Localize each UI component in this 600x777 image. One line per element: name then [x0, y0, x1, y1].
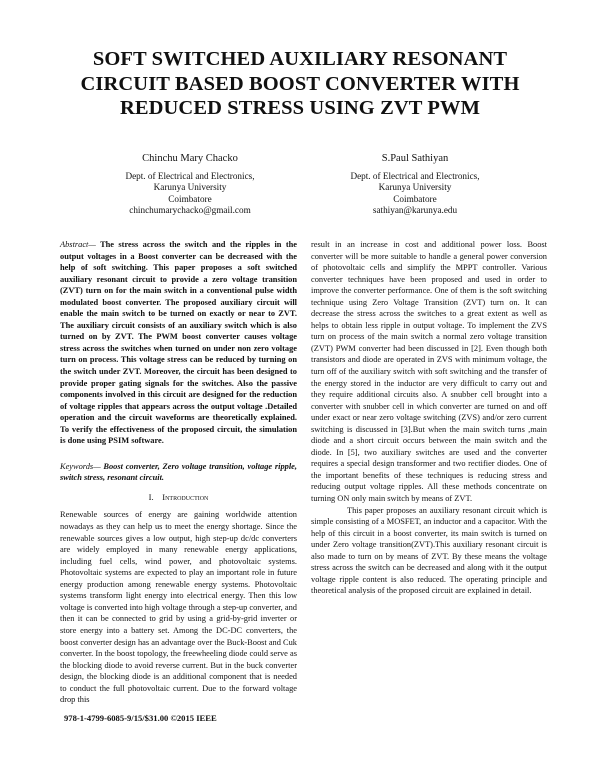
- body-paragraph: This paper proposes an auxiliary resonant circuit which is simple consisting of a MOSFET, an inductor and a capacitor. With the help of this circuit in a boost converter, its main switch is turned on under Zero voltage transition(ZVT).This auxiliary resonant circuit is also made to turn on by means of ZVT. By these means the voltage stress across the switch can be decreased and along with it the output voltage ripple content is also reduced. The operating principle and theoretical analysis of the proposed circuit are explained in detail.: [311, 505, 547, 596]
- section-number: I.: [148, 491, 154, 502]
- body-paragraph: result in an increase in cost and additional power loss. Boost converter will be more suitable to handle a general power conversion of photovoltaic cells and simplify the MPPT controller. Various converter techniques have been proposed and used in order to improve the converter performance. One of them is the soft switching technique using Zero Voltage Transition (ZVT) turn on. It can decrease the stress across the switches to a great extent as well as helps to obtain less ripple in output voltage. To implement the ZVS turn on process of the main switch a normal zero voltage transition (ZVT) PWM converter had been discussed in [2]. Even though both transistors and diode are operated in ZVS with minimum voltage, the turn off of the auxiliary switch with soft switching and the transfer of the energy stored in the inductor are very difficult to carry out and they require additional circuits also. A snubber cell brought into a converter with snubber cell in which converter are turned on and off under exact or near zero voltage switching (ZVS) and/or zero current switching is discussed in [3].But when the main switch turns ,main diode and a short circuit occurs between the main switch and the diode. In [5], two auxiliary switches are used and the converter requires a special design transformer and two rectifier diodes. One of the important benefits of these techniques is reducing stress and reducing output voltage ripples. All these methods concentrate on turning ON only main switch by means of ZVT.: [311, 240, 547, 504]
- author-name: Chinchu Mary Chacko: [142, 153, 238, 164]
- abstract: [60, 239, 297, 447]
- right-column: [311, 239, 547, 597]
- left-column: [60, 239, 297, 706]
- keywords: [60, 461, 297, 484]
- author-name: S.Paul Sathiyan: [381, 153, 449, 164]
- author-university: Karunya University: [153, 182, 227, 192]
- author-city: Coimbatore: [168, 193, 212, 204]
- author-block-1: [90, 153, 290, 217]
- title-line: CIRCUIT BASED BOOST CONVERTER WITH: [80, 72, 520, 95]
- paper-title: [40, 47, 560, 121]
- section-heading: [60, 492, 297, 504]
- author-email[interactable]: sathiyan@karunya.edu: [372, 205, 458, 215]
- keywords-label: Keywords—: [60, 461, 101, 471]
- author-dept: Dept. of Electrical and Electronics,: [350, 170, 480, 181]
- author-block-2: [315, 153, 515, 217]
- title-line: REDUCED STRESS USING ZVT PWM: [119, 97, 481, 119]
- author-email[interactable]: chinchumarychacko@gmail.com: [129, 205, 251, 215]
- author-dept: Dept. of Electrical and Electronics,: [125, 170, 255, 181]
- copyright-footer: 978-1-4799-6085-9/15/$31.00 ©2015 IEEE: [64, 713, 217, 723]
- section-title: Introduction: [162, 491, 209, 502]
- abstract-label: Abstract—: [60, 240, 96, 249]
- title-line: SOFT SWITCHED AUXILIARY RESONANT: [92, 48, 508, 70]
- keywords-text: Boost converter, Zero voltage transition, voltage ripple, switch stress, resonant circuit.: [60, 461, 297, 483]
- author-university: Karunya University: [378, 182, 452, 192]
- author-city: Coimbatore: [393, 193, 437, 204]
- intro-paragraph: Renewable sources of energy are gaining worldwide attention nowadays as they can help us to meet the energy shortage. Since the renewable sources gives a low output, high step-up dc/dc converters are widely employed in many renewable energy applications, including fuel cells, wind power, and photovoltaic systems. Photovoltaic systems are expected to play an important role in future energy production among renewable energy systems. Photovoltaic systems transform light energy into electrical energy. Then this low voltage is converted into high voltage through a step-up converter, and then it can be connected to grid by using a grid-by-grid inverter or store energy into a battery set. Among the DC-DC converters, the boost converter design has an advantage over the Buck-Boost and Cuk converter. In the boost topology, the freewheeling diode could serve as the blocking diode to avoid reverse current. But in the buck converter design, the blocking diode is an additional component that is needed to conduct the full photovoltaic current. Due to the forward voltage drop this: [60, 510, 297, 705]
- abstract-text: The stress across the switch and the ripples in the output voltages in a Boost converter can be decreased with the help of soft switching. This paper proposes a soft switched auxiliary resonant circuit to provide a zero voltage transition (ZVT) turn on for the main switch in a conventional pulse width modulated boost converter. The proposed auxiliary circuit will enable the main switch to be turned on exactly or near to ZVT. The auxiliary circuit consists of an auxiliary switch which is also turned on by ZVT. The PWM boost converter causes voltage stress across the switches when turned on under non zero voltage turn on process. This voltage stress can be reduced by turning on the switch under ZVT. Moreover, the circuit has been designed to provide proper gating signals for the switches. Also the passive components involved in this circuit are designed for the reduction of voltage ripples that appears across the output voltage .Detailed operation and the circuit waveforms are theoretically explained. To verify the effectiveness of the proposed circuit, the simulation is done using PSIM software.: [60, 240, 297, 446]
